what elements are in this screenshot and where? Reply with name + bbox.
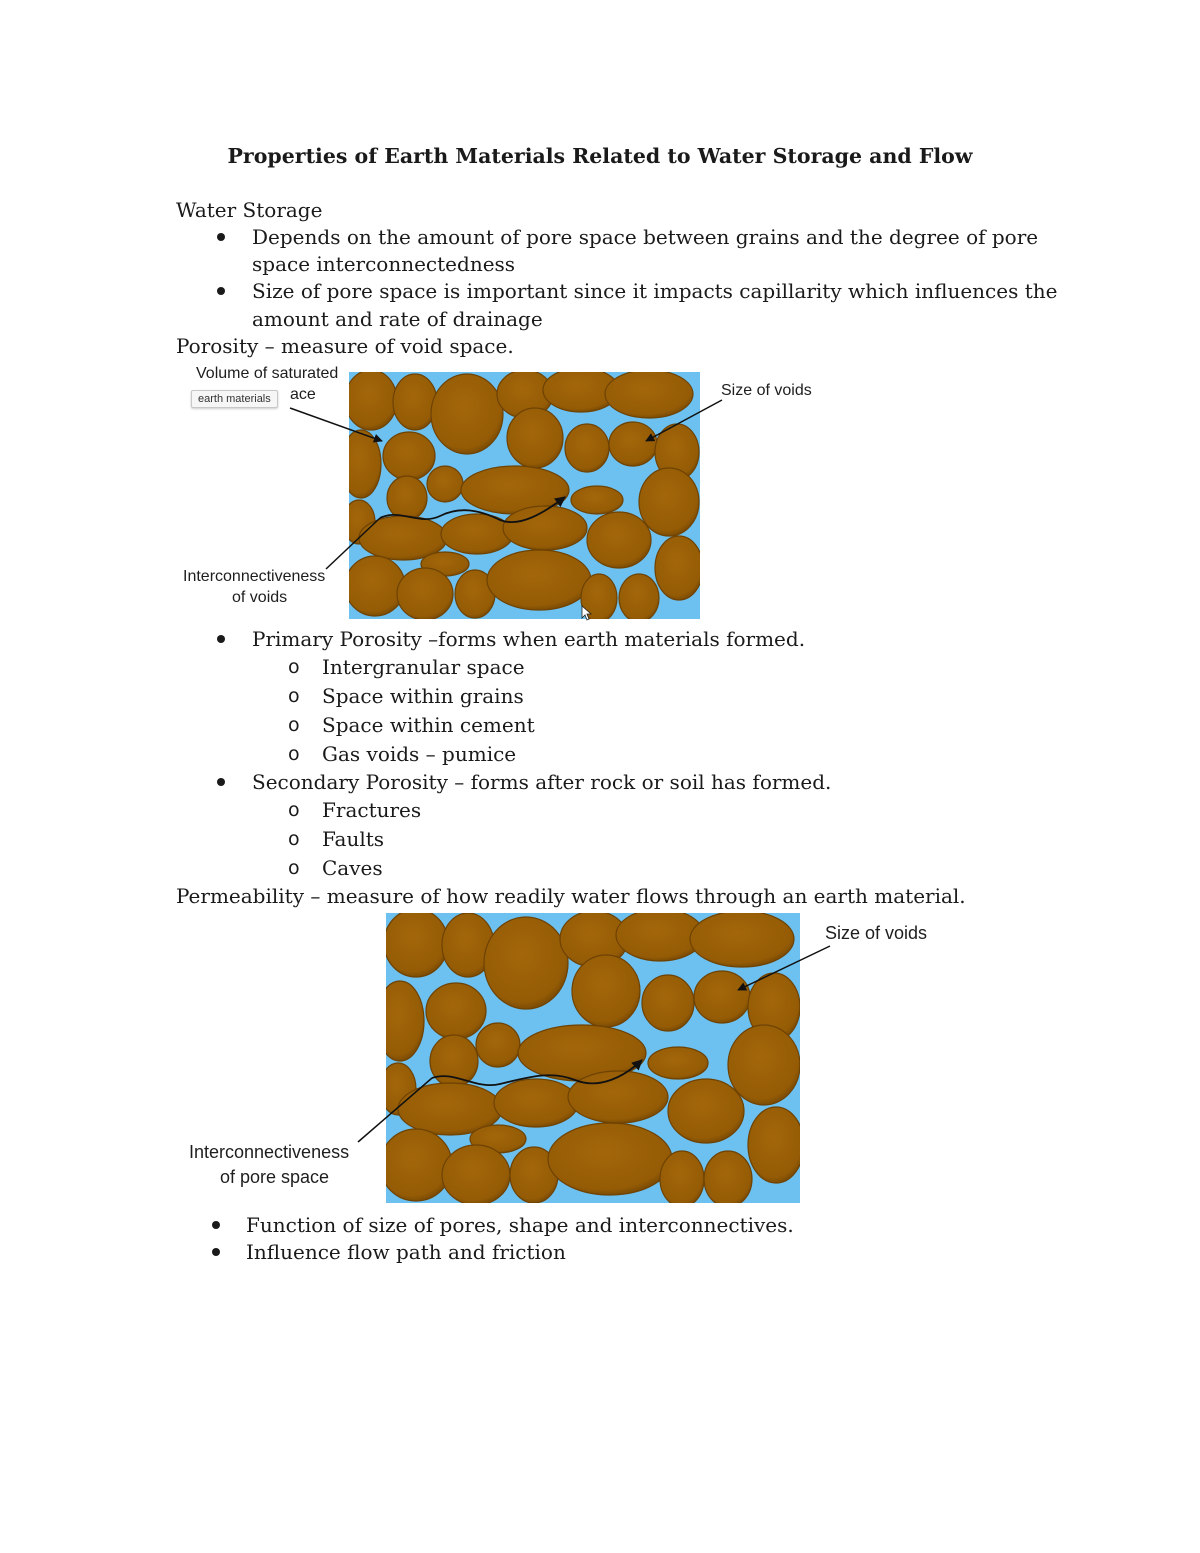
earth-materials-tooltip: earth materials: [191, 390, 278, 408]
callout-volume-saturated: Volume of saturated: [196, 365, 339, 382]
page-title: Properties of Earth Materials Related to Water Storage and Flow: [227, 144, 973, 168]
callout-size-of-voids: Size of voids: [721, 382, 812, 399]
primary-item-3: Space within cement: [322, 713, 535, 737]
primary-item-4: Gas voids – pumice: [322, 742, 517, 766]
sub-bullet-icon: o: [288, 857, 300, 879]
secondary-item-3: Caves: [322, 856, 383, 880]
water-storage-bullet-1-line-1: Depends on the amount of pore space between grains and the degree of pore: [252, 225, 1039, 249]
callout-of-pore-space: of pore space: [220, 1167, 330, 1187]
flow-path-line: [432, 1060, 642, 1085]
secondary-item-1: Fractures: [322, 798, 422, 822]
secondary-porosity-label: Secondary Porosity – forms after rock or soil has formed.: [252, 770, 832, 794]
sub-bullet-icon: o: [288, 714, 300, 736]
permeability-bullet-1: Function of size of pores, shape and interconnectives.: [246, 1213, 794, 1237]
primary-item-1: Intergranular space: [322, 655, 525, 679]
bullet-icon: [212, 1221, 220, 1229]
permeability-bullet-2: Influence flow path and friction: [246, 1240, 566, 1264]
callout-volume-saturated-cont: ace: [290, 386, 316, 403]
callout-size-of-voids: Size of voids: [825, 923, 928, 943]
sub-bullet-icon: o: [288, 743, 300, 765]
permeability-heading: Permeability – measure of how readily water flows through an earth material.: [176, 884, 966, 908]
porosity-heading: Porosity – measure of void space.: [176, 334, 514, 358]
water-storage-bullet-1-line-2: space interconnectedness: [252, 252, 516, 276]
sub-bullet-icon: o: [288, 828, 300, 850]
secondary-item-2: Faults: [322, 827, 385, 851]
bullet-icon: [212, 1248, 220, 1256]
sub-bullet-icon: o: [288, 685, 300, 707]
primary-item-2: Space within grains: [322, 684, 524, 708]
callout-of-voids: of voids: [232, 589, 288, 606]
water-storage-bullet-2-line-1: Size of pore space is important since it impacts capillarity which influences the: [252, 279, 1058, 303]
primary-porosity-label: Primary Porosity –forms when earth materials formed.: [252, 627, 806, 651]
callout-interconnectiveness: Interconnectiveness: [183, 568, 326, 585]
water-storage-heading: Water Storage: [176, 198, 323, 222]
size-callout-line: [738, 946, 830, 990]
callout-interconnectiveness: Interconnectiveness: [189, 1142, 350, 1162]
sub-bullet-icon: o: [288, 799, 300, 821]
sub-bullet-icon: o: [288, 656, 300, 678]
interconnect-callout-line: [358, 1078, 432, 1142]
water-storage-bullet-2-line-2: amount and rate of drainage: [252, 307, 543, 331]
